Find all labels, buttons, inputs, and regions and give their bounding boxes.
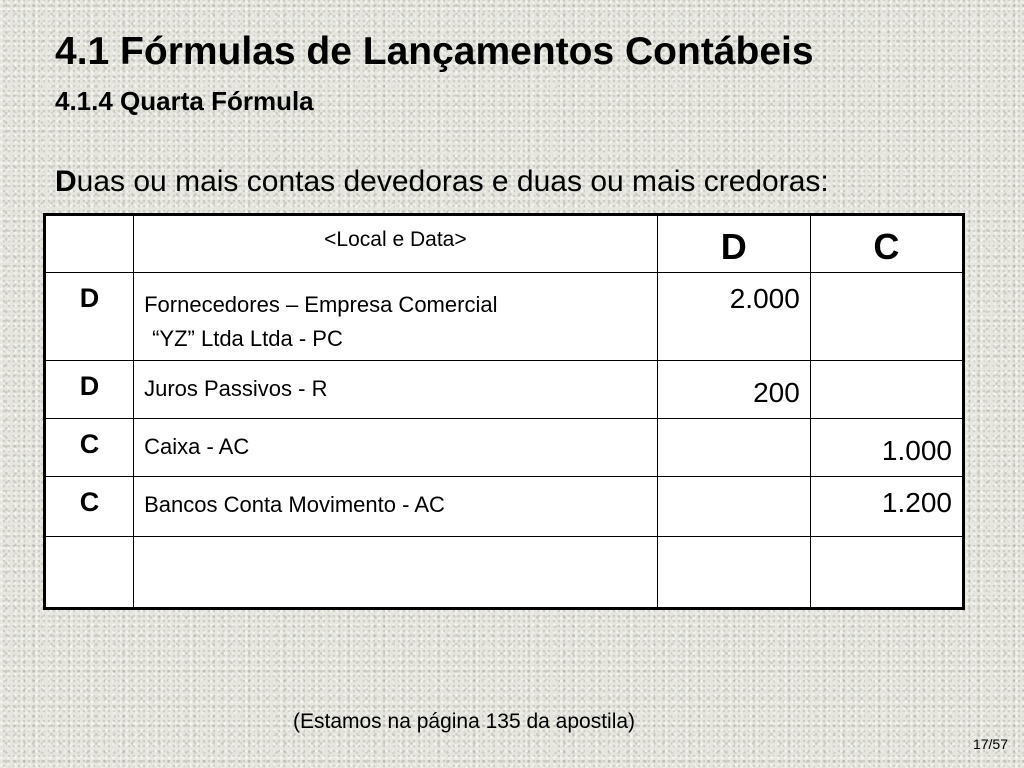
account-name: Juros Passivos - R	[134, 361, 658, 419]
table-header-row	[45, 215, 964, 273]
entry-type: C	[45, 419, 134, 477]
entry-type: D	[45, 273, 134, 361]
header-debit: D	[657, 215, 810, 273]
credit-amount	[810, 273, 963, 361]
table-row	[45, 361, 964, 419]
table-row	[45, 419, 964, 477]
table-row	[45, 477, 964, 537]
journal-entry-table	[43, 213, 965, 610]
empty-cell	[134, 537, 658, 609]
account-name	[134, 273, 658, 361]
entry-type: C	[45, 477, 134, 537]
account-line1: Fornecedores – Empresa Comercial	[144, 292, 498, 317]
intro-first-letter: D	[55, 165, 77, 198]
empty-cell	[810, 537, 963, 609]
header-credit: C	[810, 215, 963, 273]
empty-cell	[45, 537, 134, 609]
debit-amount	[657, 419, 810, 477]
footnote: (Estamos na página 135 da apostila)	[293, 710, 636, 733]
debit-amount: 200	[657, 361, 810, 419]
debit-amount	[657, 477, 810, 537]
slide-subtitle: 4.1.4 Quarta Fórmula	[55, 86, 314, 116]
header-type-cell	[45, 215, 134, 273]
table-row	[45, 273, 964, 361]
account-line2: “YZ” Ltda Ltda - PC	[152, 326, 343, 352]
debit-amount: 2.000	[657, 273, 810, 361]
credit-amount: 1.000	[810, 419, 963, 477]
header-local-date: <Local e Data>	[134, 215, 658, 273]
slide-title: 4.1 Fórmulas de Lançamentos Contábeis	[55, 30, 814, 73]
intro-rest: uas ou mais contas devedoras e duas ou mais credoras:	[76, 165, 829, 198]
credit-amount: 1.200	[810, 477, 963, 537]
intro-text	[55, 165, 829, 199]
entry-type: D	[45, 361, 134, 419]
page-number: 17/57	[972, 736, 1008, 752]
account-name: Bancos Conta Movimento - AC	[134, 477, 658, 537]
table-row-empty	[45, 537, 964, 609]
credit-amount	[810, 361, 963, 419]
account-name: Caixa - AC	[134, 419, 658, 477]
empty-cell	[657, 537, 810, 609]
